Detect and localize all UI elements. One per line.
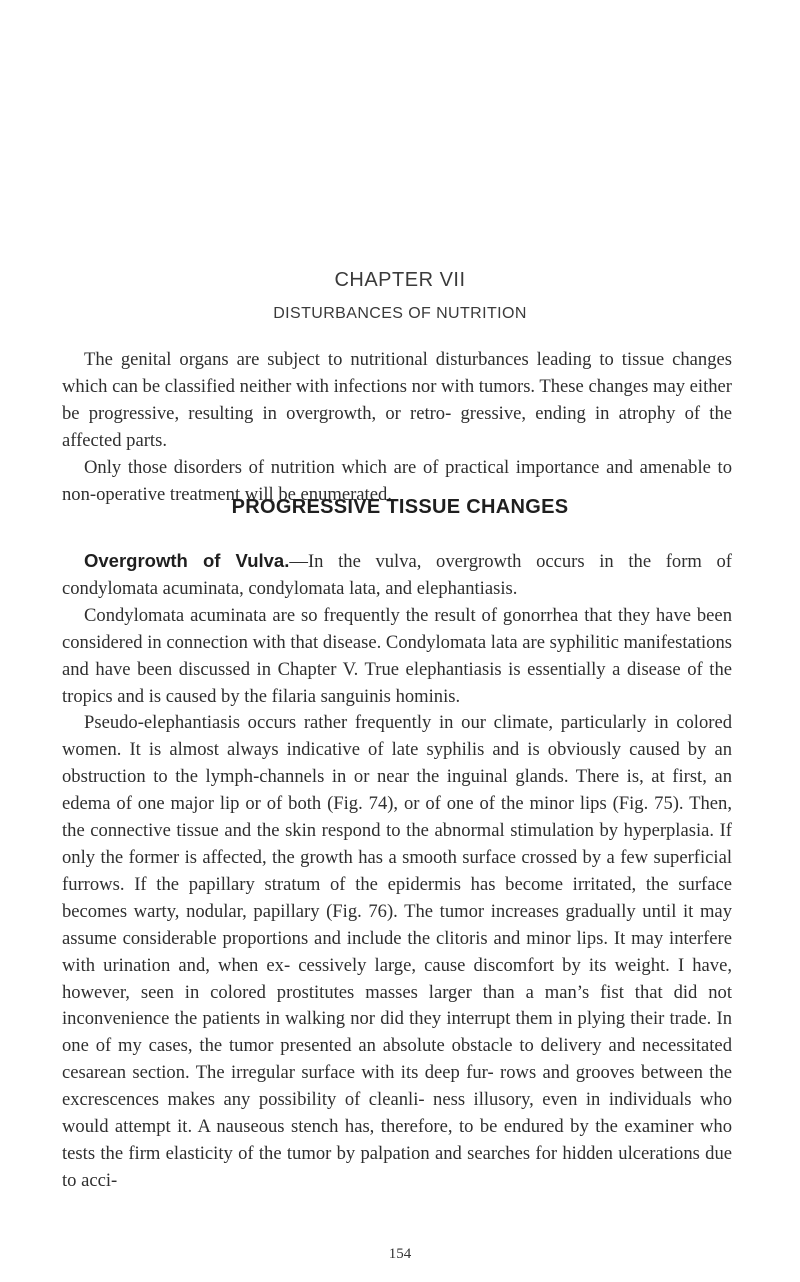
chapter-label: CHAPTER VII bbox=[334, 269, 466, 291]
intro-text bbox=[62, 347, 732, 508]
section-paragraph: Condylomata acuminata are so frequently the result of gonorrhea that they have been considered in connection with that disease. Condylomata lata are syphilitic manifestations and have been discussed in Chapter V. True elephantiasis is essentially a disease of the tropics and is caused by the filaria sanguinis hominis. bbox=[62, 604, 732, 707]
section-body bbox=[62, 548, 732, 1195]
run-in-heading: Overgrowth of Vulva. bbox=[84, 550, 290, 571]
section-first-paragraph bbox=[62, 548, 732, 603]
first-paragraph-rest: —In the vulva, overgrowth occurs in the form of condylomata acuminata, condylomata lata, and elephantiasis. bbox=[62, 551, 732, 599]
intro-paragraph: Only those disorders of nutrition which are of practical importance and amenable to non-operative treatment will be enumerated. bbox=[62, 456, 732, 505]
page-number: 154 bbox=[388, 1246, 412, 1262]
section-paragraph: Pseudo-elephantiasis occurs rather frequently in our climate, particularly in colored women. It is almost always indicative of late syphilis and is obviously caused by an obstruction to the lymph-channels in or near the inguinal glands. There is, at first, an edema of one major lip or of both (Fig. 74), or of one of the minor lips (Fig. 75). Then, the connective tissue and the skin respond to the abnormal stimulation by hyperplasia. If only the former is affected, the growth has a smooth surface crossed by a few superficial furrows. If the papillary stratum of the epidermis has become irritated, the surface becomes warty, nodular, papillary (Fig. 76). The tumor increases gradually until it may assume considerable proportions and include the clitoris and minor lips. It may interfere with urination and, when ex- cessively large, cause discomfort by its weight. I have, however, seen in colored prostitutes masses larger than a man’s fist that did not inconvenience the patients in walking nor did they interrupt them in plying their trade. In one of my cases, the tumor presented an absolute obstacle to delivery and necessitated cesarean section. The irregular surface with its deep fur- rows and grooves between the excrescences makes any possibility of cleanli- ness illusory, even in individuals who would attempt it. A nauseous stench has, therefore, to be endured by the examiner who tests the firm elasticity of the tumor by palpation and searches for hidden ulcerations due to acci- bbox=[62, 712, 732, 1191]
section-heading: PROGRESSIVE TISSUE CHANGES bbox=[231, 496, 569, 518]
chapter-title: DISTURBANCES OF NUTRITION bbox=[273, 305, 527, 322]
intro-paragraph: The genital organs are subject to nutritional disturbances leading to tissue changes which can be classified neither with infections nor with tumors. These changes may either be progressive, resulting in overgrowth, or retro- gressive, ending in atrophy of the affected parts. bbox=[62, 349, 732, 451]
